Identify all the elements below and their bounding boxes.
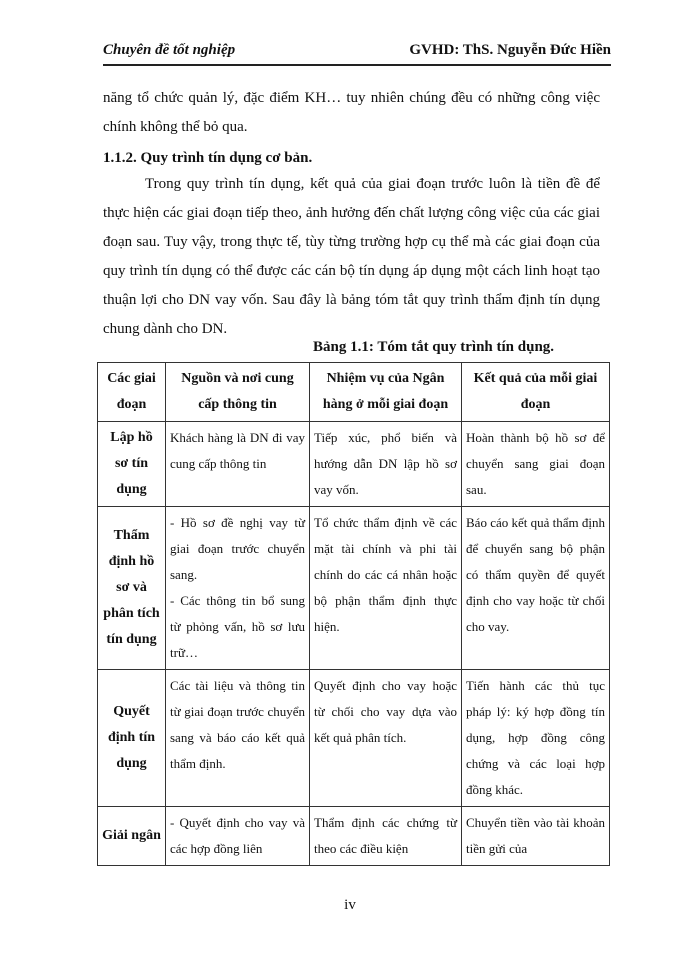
- result-cell: Chuyển tiền vào tài khoản tiền gửi của: [462, 807, 610, 866]
- source-line: - Các thông tin bổ sung từ phỏng vấn, hồ sơ lưu trữ…: [170, 593, 305, 660]
- task-cell: Tổ chức thẩm định về các mặt tài chính và phi tài chính do các cá nhân hoặc bộ phận thẩm định thực hiện.: [310, 507, 462, 670]
- source-cell: Các tài liệu và thông tin từ giai đoạn trước chuyển sang và báo cáo kết quả thẩm định.: [166, 670, 310, 807]
- table-row: [98, 507, 610, 670]
- table-caption: Bảng 1.1: Tóm tắt quy trình tín dụng.: [313, 339, 555, 355]
- source-cell: Khách hàng là DN đi vay cung cấp thông tin: [166, 422, 310, 507]
- result-cell: Báo cáo kết quả thẩm định để chuyển sang bộ phận có thẩm quyền để quyết định cho vay hoặc từ chối cho vay.: [462, 507, 610, 670]
- header-result: Kết quả của mỗi giai đoạn: [462, 363, 610, 422]
- page-number: iv: [344, 897, 356, 913]
- page-header: [103, 40, 611, 66]
- task-cell: Quyết định cho vay hoặc từ chối cho vay dựa vào kết quả phân tích.: [310, 670, 462, 807]
- table-row: [98, 807, 610, 866]
- task-cell: Thẩm định các chứng từ theo các điều kiện: [310, 807, 462, 866]
- stage-cell: Thẩm định hồ sơ và phân tích tín dụng: [98, 507, 166, 670]
- header-doc-title: Chuyên đề tốt nghiệp: [103, 42, 236, 58]
- header-supervisor: GVHD: ThS. Nguyễn Đức Hiền: [409, 42, 611, 58]
- header-task: Nhiệm vụ của Ngân hàng ở mỗi giai đoạn: [310, 363, 462, 422]
- stage-cell: Lập hồ sơ tín dụng: [98, 422, 166, 507]
- result-cell: Tiến hành các thủ tục pháp lý: ký hợp đồng tín dụng, hợp đồng công chứng và các loại hợp đồng khác.: [462, 670, 610, 807]
- intro-paragraph: năng tổ chức quản lý, đặc điểm KH… tuy nhiên chúng đều có những công việc chính không thể bỏ qua.: [103, 90, 600, 135]
- source-cell: [166, 507, 310, 670]
- stage-cell: Quyết định tín dụng: [98, 670, 166, 807]
- body-paragraph: Trong quy trình tín dụng, kết quả của giai đoạn trước luôn là tiền đề để thực hiện các giai đoạn tiếp theo, ảnh hưởng đến chất lượng công việc của các giai đoạn sau. Tuy vậy, trong thực tế, tùy từng trường hợp cụ thể mà các giai đoạn của quy trình tín dụng có thể được các cán bộ tín dụng áp dụng một cách linh hoạt tạo thuận lợi cho DN vay vốn. Sau đây là bảng tóm tắt quy trình thẩm định tín dụng chung dành cho DN.: [103, 176, 600, 337]
- table-row: [98, 422, 610, 507]
- section-heading: 1.1.2. Quy trình tín dụng cơ bản.: [103, 150, 313, 166]
- credit-process-table: [97, 362, 610, 866]
- header-source: Nguồn và nơi cung cấp thông tin: [166, 363, 310, 422]
- stage-cell: Giải ngân: [98, 807, 166, 866]
- table-row: [98, 670, 610, 807]
- source-line: - Hồ sơ đề nghị vay từ giai đoạn trước chuyển sang.: [170, 515, 305, 582]
- result-cell: Hoàn thành bộ hồ sơ để chuyển sang giai đoạn sau.: [462, 422, 610, 507]
- table-header-row: [98, 363, 610, 422]
- header-stage: Các giai đoạn: [98, 363, 166, 422]
- task-cell: Tiếp xúc, phổ biến và hướng dẫn DN lập hồ sơ vay vốn.: [310, 422, 462, 507]
- source-cell: - Quyết định cho vay và các hợp đồng liên: [166, 807, 310, 866]
